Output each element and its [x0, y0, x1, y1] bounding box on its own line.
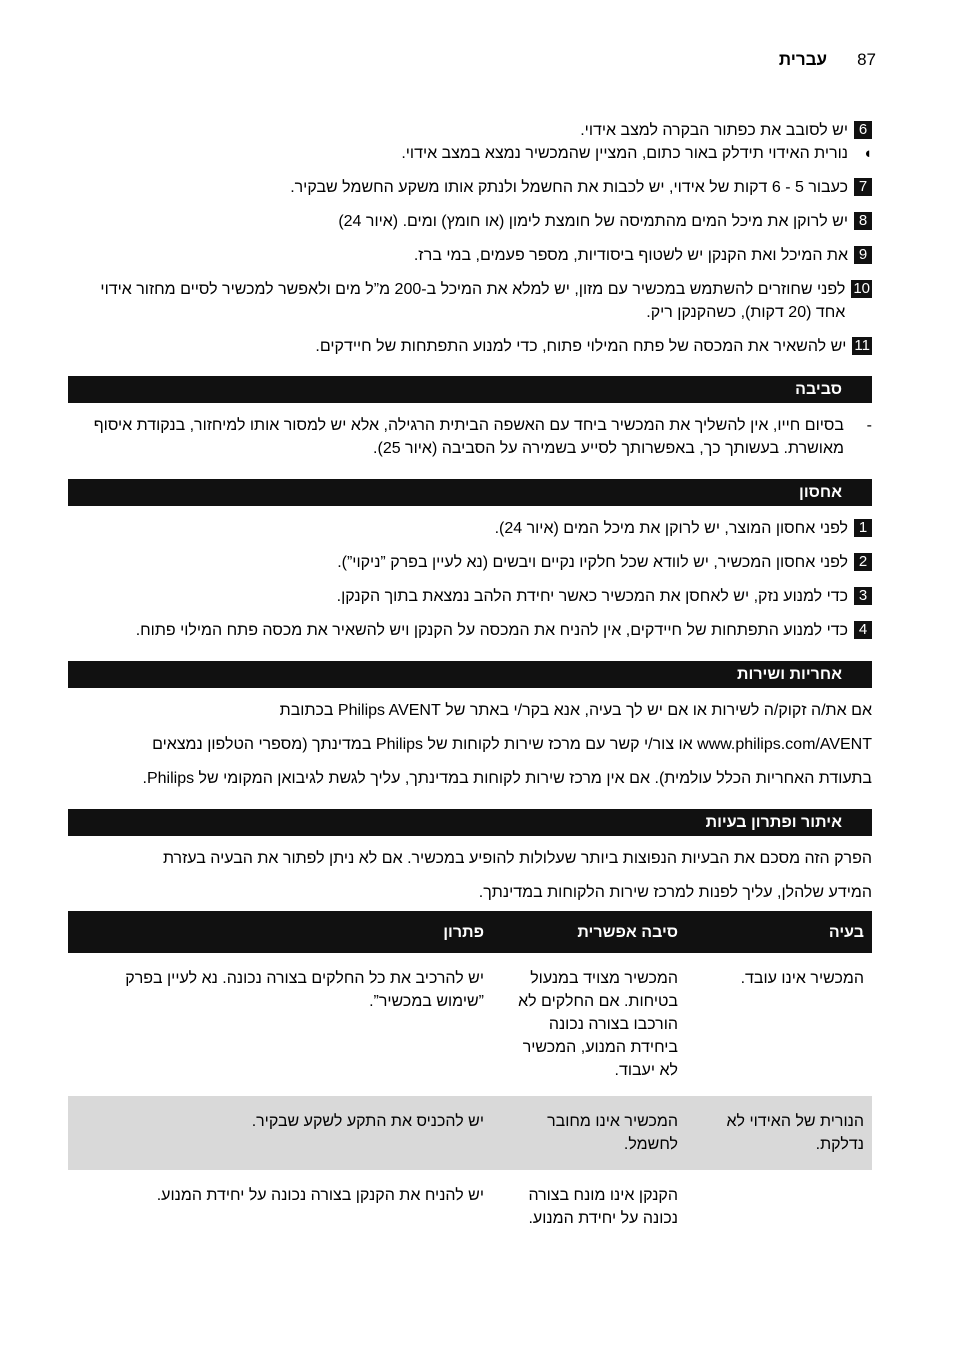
step-text: לפני אחסון המכשיר, יש לוודא שכל חלקיו נקיים ויבשים (נא לעיין בפרק ”ניקוי”).	[337, 554, 848, 571]
step-7	[68, 176, 872, 199]
cell-problem	[686, 1170, 872, 1244]
header-problem: בעיה	[686, 911, 872, 953]
step-text: לפני אחסון המוצר, יש לרוקן את מיכל המים (איור 24).	[494, 520, 848, 537]
step-number: 10	[853, 280, 870, 297]
cell-cause: המכשיר אינו מחובר לחשמל.	[492, 1096, 686, 1170]
step-text: יש לרוקן את מיכל המים מהתמיסה של חומצת לימון (או חומץ) ומים. (איור 24)	[338, 213, 848, 230]
storage-step-2	[68, 551, 872, 574]
table-row	[68, 1170, 872, 1244]
step-9	[68, 244, 872, 267]
step-text: כדי למנוע התפתחות של חיידקים, אין להניח את המכסה על הקנקן ויש להשאיר את מכסה פתח המילוי פתוח.	[135, 622, 848, 639]
environment-text: בסיום חייו, אין להשליך את המכשיר ביחד עם האשפה הביתית הרגילה, אלא יש למסור אותו למיחזור, בנקודת איסוף מאושרת. בעשותך כך, באפשרותך לסייע בשמירה על הסביבה (איור 25).	[93, 417, 844, 457]
table-row	[68, 953, 872, 1096]
header-cause: סיבה אפשרית	[492, 911, 686, 953]
step-text: נורית האידוי תידלק באור כתום, המציין שהמכשיר נמצא במצב אידוי.	[401, 145, 848, 162]
page-header	[640, 50, 876, 70]
language-label: עברית	[778, 50, 828, 69]
troubleshooting-line-1: הפרק הזה מסכם את הבעיות הנפוצות ביותר שעלולות להופיע במכשיר. אם לא ניתן לפתור את הבעיה בעזרת	[162, 850, 872, 867]
cell-solution: יש להרכיב את כל החלקים בצורה נכונה. נא לעיין בפרק ”שימוש במכשיר”.	[125, 970, 484, 1010]
step-number: 2	[854, 553, 872, 571]
environment-item	[68, 414, 872, 460]
step-number: 7	[854, 178, 872, 196]
step-number: 4	[854, 621, 872, 639]
table-header-row	[68, 911, 872, 953]
warranty-line-3: בתעודת האחריות הכלל עולמית). אם אין מרכז שירות לקוחות במדינתך, עליך לגשת לגיבואן המקומי של Philips.	[142, 770, 872, 787]
step-text: כדי למנוע נזק, יש לאחסן את המכשיר כאשר יחידת הלהב נמצאת בתוך הקנקן.	[336, 588, 848, 605]
step-number: 3	[854, 587, 872, 605]
cell-cause: הקנקן אינו מונח בצורה נכונה על יחידת המנוע.	[528, 1187, 678, 1227]
cell-cause: המכשיר מצויד במנעול בטיחות. אם החלקים לא הורכבו בצורה נכונה ביחידת המנוע, המכשיר לא יעבוד.	[518, 970, 678, 1079]
section-title-troubleshooting: איתור ופתרון בעיות	[68, 809, 872, 836]
step-6-note	[68, 142, 872, 165]
storage-step-1	[68, 517, 872, 540]
cell-solution: יש להכניס את התקע לשקע שבקיר.	[68, 1096, 492, 1170]
bullet-icon: ◖	[862, 145, 872, 162]
cell-problem: הנורית של האידוי לא נדלקת.	[686, 1096, 872, 1170]
step-number: 8	[854, 212, 872, 230]
step-text: את המיכל ואת הקנקן יש לשטוף ביסודיות, מספר פעמים, במי ברז.	[413, 247, 848, 264]
section-title-storage: אחסון	[68, 479, 872, 506]
step-number: 1	[854, 519, 872, 537]
warranty-line-2: www.philips.com/AVENT או צור/י קשר עם מרכז שירות לקוחות של Philips במדינתך (מספרי הטלפון נמצאים	[152, 736, 872, 753]
troubleshooting-table	[68, 911, 872, 1244]
step-number: 9	[854, 246, 872, 264]
step-8	[68, 210, 872, 233]
warranty-line-1: אם את/ה זקוק/ה לשירות או אם יש לך בעיה, אנא בקר/י באתר של Philips AVENT בכתובת	[279, 702, 872, 719]
step-6	[68, 119, 872, 142]
step-number: 6	[854, 121, 872, 139]
storage-step-3	[68, 585, 872, 608]
cell-solution: יש להניח את הקנקן בצורה נכונה על יחידת המנוע.	[156, 1187, 484, 1204]
cell-problem: המכשיר אינו עובד.	[740, 970, 864, 987]
step-number: 11	[854, 337, 870, 354]
section-title-environment: סביבה	[68, 376, 872, 403]
section-title-warranty: אחריות ושירות	[68, 661, 872, 688]
step-10	[68, 278, 872, 324]
step-text: יש להשאיר את המכסה של פתח המילוי פתוח, כדי למנוע התפתחות של חיידקים.	[315, 338, 847, 355]
header-solution: פתרון	[68, 911, 492, 953]
step-11	[68, 335, 872, 358]
step-text: כעבור 5 - 6 דקות של אידוי, יש לכבות את החשמל ולנתק אותו משקע החשמל שבקיר.	[290, 179, 848, 196]
table-row	[68, 1096, 872, 1170]
step-text: יש לסובב את כפתור הבקרה למצב אידוי.	[580, 122, 848, 139]
storage-step-4	[68, 619, 872, 642]
page-number: 87	[857, 50, 876, 69]
troubleshooting-line-2: המידע שלהלן, עליך לפנות למרכז שירות הלקוחות במדינתך.	[478, 884, 872, 901]
step-text: לפני שחוזרים להשתמש במכשיר עם מזון, יש למלא את המיכל ב-200 מ”ל מים ולאפשר למכשיר לסיים מחזור אידוי אחד (20 דקות), כשהקנקן ריק.	[100, 281, 846, 321]
dash-bullet: -	[866, 417, 872, 434]
